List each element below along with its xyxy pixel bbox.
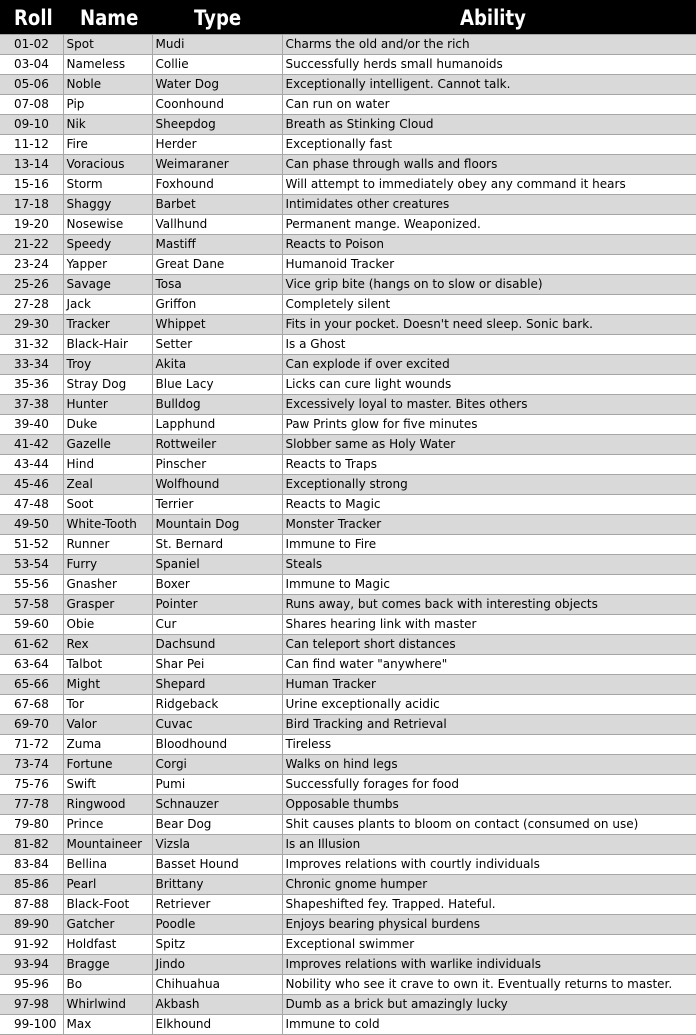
table-row: [0, 975, 696, 995]
cell-roll: 79-80: [0, 815, 63, 835]
cell-ability: Paw Prints glow for five minutes: [282, 415, 696, 435]
cell-type: Akbash: [152, 995, 282, 1015]
cell-type: Akita: [152, 355, 282, 375]
cell-name: Bragge: [63, 955, 152, 975]
cell-ability: Enjoys bearing physical burdens: [282, 915, 696, 935]
cell-type: Barbet: [152, 195, 282, 215]
cell-name: Might: [63, 675, 152, 695]
cell-type: Chihuahua: [152, 975, 282, 995]
cell-roll: 13-14: [0, 155, 63, 175]
cell-type: Shepard: [152, 675, 282, 695]
table-row: [0, 475, 696, 495]
table-row: [0, 195, 696, 215]
cell-roll: 35-36: [0, 375, 63, 395]
cell-type: Dachsund: [152, 635, 282, 655]
cell-type: Herder: [152, 135, 282, 155]
cell-name: Yapper: [63, 255, 152, 275]
cell-roll: 19-20: [0, 215, 63, 235]
cell-name: Max: [63, 1015, 152, 1035]
cell-ability: Immune to Magic: [282, 575, 696, 595]
cell-roll: 37-38: [0, 395, 63, 415]
cell-roll: 55-56: [0, 575, 63, 595]
table-row: [0, 715, 696, 735]
cell-roll: 53-54: [0, 555, 63, 575]
cell-ability: Dumb as a brick but amazingly lucky: [282, 995, 696, 1015]
table-row: [0, 275, 696, 295]
cell-name: Zeal: [63, 475, 152, 495]
cell-name: Fortune: [63, 755, 152, 775]
table-row: [0, 855, 696, 875]
cell-roll: 15-16: [0, 175, 63, 195]
cell-type: Great Dane: [152, 255, 282, 275]
cell-type: Foxhound: [152, 175, 282, 195]
cell-roll: 05-06: [0, 75, 63, 95]
cell-name: Soot: [63, 495, 152, 515]
table-row: [0, 815, 696, 835]
cell-name: Noble: [63, 75, 152, 95]
table-row: [0, 515, 696, 535]
cell-name: Pip: [63, 95, 152, 115]
cell-type: Griffon: [152, 295, 282, 315]
cell-ability: Can phase through walls and floors: [282, 155, 696, 175]
cell-type: Retriever: [152, 895, 282, 915]
cell-name: Runner: [63, 535, 152, 555]
cell-ability: Reacts to Magic: [282, 495, 696, 515]
cell-ability: Urine exceptionally acidic: [282, 695, 696, 715]
cell-name: Fire: [63, 135, 152, 155]
cell-ability: Improves relations with courtly individuals: [282, 855, 696, 875]
cell-roll: 97-98: [0, 995, 63, 1015]
cell-roll: 69-70: [0, 715, 63, 735]
cell-name: Nosewise: [63, 215, 152, 235]
cell-ability: Bird Tracking and Retrieval: [282, 715, 696, 735]
cell-ability: Shares hearing link with master: [282, 615, 696, 635]
table-row: [0, 315, 696, 335]
table-row: [0, 635, 696, 655]
cell-type: Terrier: [152, 495, 282, 515]
table-row: [0, 135, 696, 155]
cell-type: Brittany: [152, 875, 282, 895]
cell-name: Talbot: [63, 655, 152, 675]
cell-ability: Licks can cure light wounds: [282, 375, 696, 395]
table-row: [0, 435, 696, 455]
cell-type: Mastiff: [152, 235, 282, 255]
cell-type: Basset Hound: [152, 855, 282, 875]
cell-ability: Humanoid Tracker: [282, 255, 696, 275]
table-row: [0, 95, 696, 115]
cell-roll: 25-26: [0, 275, 63, 295]
cell-ability: Slobber same as Holy Water: [282, 435, 696, 455]
cell-ability: Immune to Fire: [282, 535, 696, 555]
cell-type: Pinscher: [152, 455, 282, 475]
cell-ability: Completely silent: [282, 295, 696, 315]
table-row: [0, 395, 696, 415]
cell-name: Stray Dog: [63, 375, 152, 395]
cell-roll: 73-74: [0, 755, 63, 775]
cell-roll: 33-34: [0, 355, 63, 375]
table-row: [0, 935, 696, 955]
table-row: [0, 295, 696, 315]
table-row: [0, 835, 696, 855]
cell-name: Mountaineer: [63, 835, 152, 855]
cell-roll: 89-90: [0, 915, 63, 935]
cell-type: Water Dog: [152, 75, 282, 95]
cell-roll: 11-12: [0, 135, 63, 155]
table-row: [0, 495, 696, 515]
table-row: [0, 215, 696, 235]
cell-ability: Nobility who see it crave to own it. Eventually returns to master.: [282, 975, 696, 995]
cell-name: Spot: [63, 35, 152, 55]
table-row: [0, 535, 696, 555]
cell-name: Gatcher: [63, 915, 152, 935]
cell-name: Swift: [63, 775, 152, 795]
cell-name: Nik: [63, 115, 152, 135]
cell-type: St. Bernard: [152, 535, 282, 555]
cell-ability: Monster Tracker: [282, 515, 696, 535]
cell-ability: Immune to cold: [282, 1015, 696, 1035]
table-body: [0, 35, 696, 1035]
cell-type: Ridgeback: [152, 695, 282, 715]
cell-roll: 29-30: [0, 315, 63, 335]
cell-ability: Human Tracker: [282, 675, 696, 695]
cell-ability: Is an Illusion: [282, 835, 696, 855]
cell-name: Gazelle: [63, 435, 152, 455]
cell-type: Corgi: [152, 755, 282, 775]
cell-type: Vizsla: [152, 835, 282, 855]
cell-type: Jindo: [152, 955, 282, 975]
cell-type: Elkhound: [152, 1015, 282, 1035]
cell-name: Ringwood: [63, 795, 152, 815]
cell-roll: 01-02: [0, 35, 63, 55]
cell-type: Mountain Dog: [152, 515, 282, 535]
table-row: [0, 695, 696, 715]
cell-ability: Walks on hind legs: [282, 755, 696, 775]
table-row: [0, 895, 696, 915]
cell-name: Holdfast: [63, 935, 152, 955]
table-row: [0, 795, 696, 815]
cell-name: Zuma: [63, 735, 152, 755]
header-ability: Ability: [460, 6, 526, 30]
cell-name: Hind: [63, 455, 152, 475]
table-row: [0, 595, 696, 615]
table-row: [0, 775, 696, 795]
cell-name: Tor: [63, 695, 152, 715]
cell-roll: 39-40: [0, 415, 63, 435]
cell-type: Schnauzer: [152, 795, 282, 815]
cell-roll: 91-92: [0, 935, 63, 955]
cell-roll: 43-44: [0, 455, 63, 475]
cell-type: Spaniel: [152, 555, 282, 575]
cell-roll: 77-78: [0, 795, 63, 815]
cell-roll: 81-82: [0, 835, 63, 855]
cell-ability: Fits in your pocket. Doesn't need sleep. Sonic bark.: [282, 315, 696, 335]
cell-roll: 61-62: [0, 635, 63, 655]
cell-name: Troy: [63, 355, 152, 375]
cell-name: Pearl: [63, 875, 152, 895]
cell-name: Storm: [63, 175, 152, 195]
cell-ability: Breath as Stinking Cloud: [282, 115, 696, 135]
cell-type: Weimaraner: [152, 155, 282, 175]
table-row: [0, 255, 696, 275]
cell-ability: Opposable thumbs: [282, 795, 696, 815]
cell-roll: 23-24: [0, 255, 63, 275]
cell-roll: 85-86: [0, 875, 63, 895]
cell-roll: 31-32: [0, 335, 63, 355]
dog-table: [0, 34, 696, 1035]
cell-roll: 47-48: [0, 495, 63, 515]
cell-ability: Is a Ghost: [282, 335, 696, 355]
table-row: [0, 35, 696, 55]
cell-type: Cuvac: [152, 715, 282, 735]
table-row: [0, 455, 696, 475]
cell-name: Jack: [63, 295, 152, 315]
table-row: [0, 575, 696, 595]
cell-ability: Improves relations with warlike individuals: [282, 955, 696, 975]
cell-roll: 75-76: [0, 775, 63, 795]
cell-type: Shar Pei: [152, 655, 282, 675]
cell-name: Bo: [63, 975, 152, 995]
cell-name: Furry: [63, 555, 152, 575]
table-row: [0, 55, 696, 75]
cell-type: Poodle: [152, 915, 282, 935]
cell-roll: 93-94: [0, 955, 63, 975]
table-row: [0, 655, 696, 675]
cell-name: White-Tooth: [63, 515, 152, 535]
cell-roll: 49-50: [0, 515, 63, 535]
cell-roll: 51-52: [0, 535, 63, 555]
cell-name: Black-Hair: [63, 335, 152, 355]
cell-name: Rex: [63, 635, 152, 655]
cell-name: Whirlwind: [63, 995, 152, 1015]
cell-roll: 57-58: [0, 595, 63, 615]
cell-ability: Can run on water: [282, 95, 696, 115]
cell-ability: Steals: [282, 555, 696, 575]
cell-type: Blue Lacy: [152, 375, 282, 395]
table-row: [0, 995, 696, 1015]
cell-ability: Reacts to Poison: [282, 235, 696, 255]
cell-ability: Exceptionally intelligent. Cannot talk.: [282, 75, 696, 95]
cell-roll: 45-46: [0, 475, 63, 495]
cell-type: Pointer: [152, 595, 282, 615]
cell-type: Sheepdog: [152, 115, 282, 135]
cell-ability: Can find water "anywhere": [282, 655, 696, 675]
cell-name: Speedy: [63, 235, 152, 255]
cell-name: Savage: [63, 275, 152, 295]
cell-type: Rottweiler: [152, 435, 282, 455]
cell-name: Gnasher: [63, 575, 152, 595]
cell-type: Tosa: [152, 275, 282, 295]
cell-ability: Runs away, but comes back with interesting objects: [282, 595, 696, 615]
table-row: [0, 615, 696, 635]
cell-ability: Shapeshifted fey. Trapped. Hateful.: [282, 895, 696, 915]
cell-roll: 99-100: [0, 1015, 63, 1035]
cell-ability: Tireless: [282, 735, 696, 755]
cell-name: Tracker: [63, 315, 152, 335]
cell-roll: 09-10: [0, 115, 63, 135]
table-row: [0, 415, 696, 435]
cell-name: Grasper: [63, 595, 152, 615]
cell-name: Duke: [63, 415, 152, 435]
cell-ability: Will attempt to immediately obey any command it hears: [282, 175, 696, 195]
cell-roll: 03-04: [0, 55, 63, 75]
cell-roll: 07-08: [0, 95, 63, 115]
header-type: Type: [194, 6, 242, 30]
cell-type: Whippet: [152, 315, 282, 335]
cell-name: Hunter: [63, 395, 152, 415]
cell-roll: 71-72: [0, 735, 63, 755]
cell-roll: 87-88: [0, 895, 63, 915]
cell-type: Lapphund: [152, 415, 282, 435]
cell-ability: Successfully forages for food: [282, 775, 696, 795]
cell-roll: 95-96: [0, 975, 63, 995]
cell-roll: 63-64: [0, 655, 63, 675]
cell-type: Spitz: [152, 935, 282, 955]
cell-type: Bulldog: [152, 395, 282, 415]
cell-ability: Successfully herds small humanoids: [282, 55, 696, 75]
table-row: [0, 115, 696, 135]
cell-roll: 67-68: [0, 695, 63, 715]
table-row: [0, 235, 696, 255]
cell-ability: Exceptionally fast: [282, 135, 696, 155]
table-row: [0, 175, 696, 195]
cell-name: Prince: [63, 815, 152, 835]
cell-type: Bear Dog: [152, 815, 282, 835]
cell-ability: Charms the old and/or the rich: [282, 35, 696, 55]
cell-ability: Exceptional swimmer: [282, 935, 696, 955]
table-row: [0, 335, 696, 355]
cell-type: Wolfhound: [152, 475, 282, 495]
cell-name: Bellina: [63, 855, 152, 875]
cell-roll: 17-18: [0, 195, 63, 215]
cell-ability: Can teleport short distances: [282, 635, 696, 655]
cell-type: Setter: [152, 335, 282, 355]
cell-ability: Chronic gnome humper: [282, 875, 696, 895]
cell-type: Collie: [152, 55, 282, 75]
cell-name: Black-Foot: [63, 895, 152, 915]
cell-name: Nameless: [63, 55, 152, 75]
table-row: [0, 735, 696, 755]
table-row: [0, 555, 696, 575]
cell-type: Coonhound: [152, 95, 282, 115]
cell-type: Boxer: [152, 575, 282, 595]
table-row: [0, 875, 696, 895]
table-row: [0, 955, 696, 975]
table-row: [0, 675, 696, 695]
cell-ability: Exceptionally strong: [282, 475, 696, 495]
cell-ability: Permanent mange. Weaponized.: [282, 215, 696, 235]
cell-ability: Intimidates other creatures: [282, 195, 696, 215]
cell-roll: 59-60: [0, 615, 63, 635]
table-header: [0, 0, 696, 34]
cell-roll: 21-22: [0, 235, 63, 255]
cell-roll: 83-84: [0, 855, 63, 875]
cell-name: Valor: [63, 715, 152, 735]
cell-name: Obie: [63, 615, 152, 635]
cell-roll: 41-42: [0, 435, 63, 455]
table-row: [0, 75, 696, 95]
header-name: Name: [80, 6, 139, 30]
cell-type: Bloodhound: [152, 735, 282, 755]
table-row: [0, 915, 696, 935]
cell-type: Pumi: [152, 775, 282, 795]
table-row: [0, 755, 696, 775]
cell-type: Vallhund: [152, 215, 282, 235]
table-row: [0, 1015, 696, 1035]
cell-ability: Can explode if over excited: [282, 355, 696, 375]
cell-type: Mudi: [152, 35, 282, 55]
cell-ability: Reacts to Traps: [282, 455, 696, 475]
cell-roll: 27-28: [0, 295, 63, 315]
cell-ability: Shit causes plants to bloom on contact (consumed on use): [282, 815, 696, 835]
cell-name: Voracious: [63, 155, 152, 175]
table-row: [0, 355, 696, 375]
table-row: [0, 155, 696, 175]
table-row: [0, 375, 696, 395]
cell-ability: Vice grip bite (hangs on to slow or disable): [282, 275, 696, 295]
cell-roll: 65-66: [0, 675, 63, 695]
header-roll: Roll: [14, 6, 53, 30]
cell-type: Cur: [152, 615, 282, 635]
cell-name: Shaggy: [63, 195, 152, 215]
cell-ability: Excessively loyal to master. Bites others: [282, 395, 696, 415]
